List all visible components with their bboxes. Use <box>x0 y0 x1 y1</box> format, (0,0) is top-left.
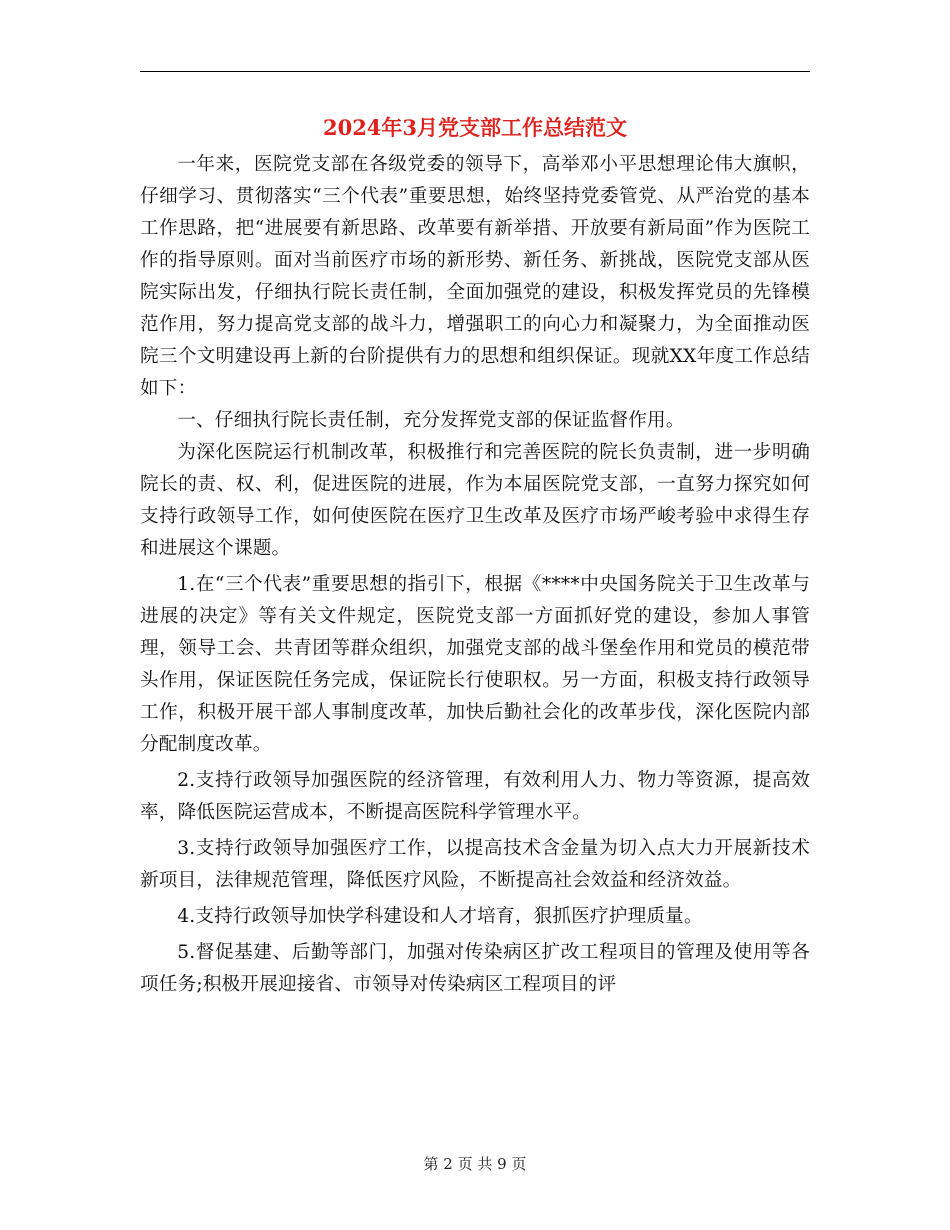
paragraph-item-5: 5.督促基建、后勤等部门，加强对传染病区扩改工程项目的管理及使用等各项任务;积极开展迎接省、市领导对传染病区工程项目的评 <box>140 942 810 995</box>
paragraph-section-heading: 一、仔细执行院长责任制，充分发挥党支部的保证监督作用。 <box>177 410 685 431</box>
header-rule <box>140 71 810 72</box>
document-body <box>140 149 810 1001</box>
paragraph-intro: 一年来，医院党支部在各级党委的领导下，高举邓小平思想理论伟大旗帜，仔细学习、贯彻落实“三个代表”重要思想，始终坚持党委管党、从严治党的基本工作思路，把“进展要有新思路、改革要有新举措、开放要有新局面”作为医院工作的指导原则。面对当前医疗市场的新形势、新任务、新挑战，医院党支部从医院实际出发，仔细执行院长责任制，全面加强党的建设，积极发挥党员的先锋模范作用，努力提高党支部的战斗力，增强职工的向心力和凝聚力，为全面推动医院三个文明建设再上新的台阶提供有力的思想和组织保证。现就XX年度工作总结如下： <box>140 154 810 399</box>
document-title: 2024年3月党支部工作总结范文 <box>322 115 628 140</box>
paragraph-item-4: 4.支持行政领导加快学科建设和人才培育，狠抓医疗护理质量。 <box>177 906 703 927</box>
paragraph-item-2: 2.支持行政领导加强医院的经济管理，有效利用人力、物力等资源，提高效率，降低医院运营成本，不断提高医院科学管理水平。 <box>140 770 810 823</box>
paragraph-section-body: 为深化医院运行机制改革，积极推行和完善医院的院长负责制，进一步明确院长的责、权、利，促进医院的进展，作为本届医院党支部，一直努力探究如何支持行政领导工作，如何使医院在医疗卫生改革及医疗市场严峻考验中求得生存和进展这个课题。 <box>140 442 810 559</box>
page-number: 第 2 页 共 9 页 <box>423 1155 527 1173</box>
paragraph-item-1: 1.在“三个代表”重要思想的指引下，根据《****中央国务院关于卫生改革与进展的决定》等有关文件规定，医院党支部一方面抓好党的建设，参加人事管理，领导工会、共青团等群众组织，加强党支部的战斗堡垒作用和党员的模范带头作用，保证医院任务完成，保证院长行使职权。另一方面，积极支持行政领导工作，积极开展干部人事制度改革，加快后勤社会化的改革步伐，深化医院内部分配制度改革。 <box>140 574 810 755</box>
paragraph-item-3: 3.支持行政领导加强医疗工作，以提高技术含金量为切入点大力开展新技术新项目，法律规范管理，降低医疗风险，不断提高社会效益和经济效益。 <box>140 838 810 891</box>
